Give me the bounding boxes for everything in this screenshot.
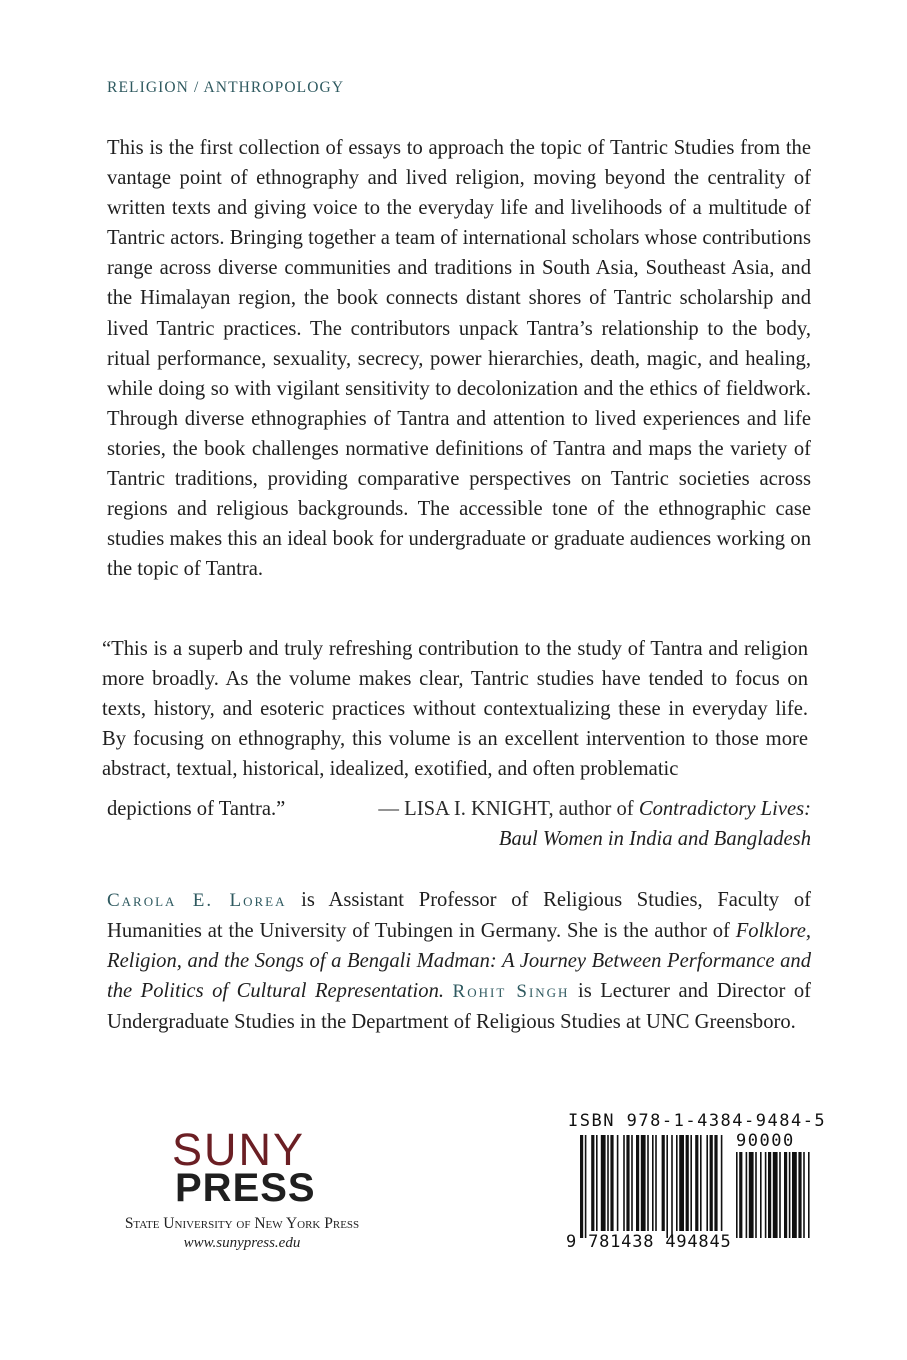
attribution-book-title-2: Baul Women in India and Bangladesh bbox=[498, 828, 811, 851]
barcode-bar bbox=[666, 1135, 668, 1238]
barcode-bar bbox=[610, 1135, 613, 1231]
barcode-bar bbox=[721, 1135, 723, 1231]
barcode-bar bbox=[695, 1135, 698, 1231]
price-addon-code: 90000 bbox=[736, 1131, 795, 1151]
isbn-label: ISBN 978-1-4384-9484-5 bbox=[568, 1111, 827, 1131]
author2-bio: is Lecturer and Director of Undergraduate Studies in the Department of Religious Studies at UNC Greensboro. bbox=[107, 980, 811, 1034]
barcode-bar bbox=[671, 1135, 673, 1238]
barcode-bar bbox=[655, 1135, 657, 1231]
barcode-bar bbox=[647, 1135, 649, 1231]
suny-logo-top: SUNY bbox=[172, 1124, 306, 1175]
publisher-name: State University of New York Press bbox=[124, 1215, 360, 1232]
author1-name: Carola E. Lorea bbox=[107, 890, 287, 911]
barcode-bar bbox=[617, 1135, 619, 1231]
barcode-bar bbox=[700, 1135, 702, 1231]
addon-bar bbox=[779, 1152, 781, 1238]
addon-bar bbox=[784, 1152, 787, 1238]
addon-bar bbox=[755, 1152, 757, 1238]
category-label: RELIGION / ANTHROPOLOGY bbox=[107, 79, 345, 96]
barcode-bar bbox=[679, 1135, 684, 1231]
barcode-bar bbox=[636, 1135, 639, 1231]
author1-bio: is Assistant Professor of Religious Studies, Faculty of Humanities at the University of Tubingen in Germany. She is the author of bbox=[107, 889, 811, 943]
barcode-bar bbox=[596, 1135, 598, 1231]
barcode-bar bbox=[676, 1135, 678, 1231]
barcode-bar bbox=[580, 1135, 583, 1238]
barcode-bar bbox=[714, 1135, 717, 1231]
addon-bar bbox=[792, 1152, 797, 1238]
addon-bar bbox=[789, 1152, 791, 1238]
addon-bar bbox=[808, 1152, 810, 1238]
ean-digits: 9 781438 494845 bbox=[566, 1232, 732, 1252]
barcode-bar bbox=[631, 1135, 633, 1231]
addon-bar bbox=[803, 1152, 805, 1238]
barcode-bar bbox=[662, 1135, 665, 1231]
barcode-bar bbox=[706, 1135, 708, 1231]
publisher-url: www.sunypress.edu bbox=[183, 1235, 301, 1251]
barcode-bar bbox=[591, 1135, 594, 1231]
barcode-bar bbox=[623, 1135, 625, 1231]
author2-name: Rohit Singh bbox=[452, 981, 570, 1003]
addon-bar bbox=[760, 1152, 762, 1238]
addon-bar bbox=[765, 1152, 767, 1238]
addon-bar bbox=[773, 1152, 778, 1238]
barcode-bar bbox=[601, 1135, 606, 1231]
attribution-author: — LISA I. KNIGHT, author of bbox=[378, 798, 639, 820]
addon-bar bbox=[749, 1152, 754, 1238]
addon-bar bbox=[798, 1152, 801, 1238]
suny-logo-bottom: PRESS bbox=[175, 1166, 316, 1210]
barcode-bar bbox=[686, 1135, 689, 1231]
barcode-bar bbox=[626, 1135, 629, 1231]
barcode-bar bbox=[641, 1135, 646, 1231]
quote-text-end: depictions of Tantra.” bbox=[107, 798, 286, 820]
barcode-bar bbox=[585, 1135, 587, 1238]
barcode-bar bbox=[710, 1135, 713, 1231]
addon-bar bbox=[746, 1152, 748, 1238]
author1-book: Folklore, Religion, and the Songs of a Bengali Madman: A Journey Between Performance and the Politics of Cultural Representation. bbox=[107, 920, 811, 1003]
addon-bar bbox=[768, 1152, 771, 1238]
barcode-bar bbox=[652, 1135, 654, 1231]
addon-bar bbox=[736, 1152, 738, 1238]
addon-bar bbox=[739, 1152, 742, 1238]
attribution-book-title-1: Contradictory Lives: bbox=[638, 798, 811, 820]
barcode-bar bbox=[607, 1135, 609, 1231]
barcode-bar bbox=[690, 1135, 692, 1231]
book-description: This is the first collection of essays to approach the topic of Tantric Studies from the vantage point of ethnography and lived religion, moving beyond the centrality of written texts and giving voice to the everyday life and livelihoods of a multitude of Tantric actors. Bringing together a team of international scholars whose contributions range across diverse communities and traditions in South Asia, Southeast Asia, and the Himalayan region, the book connects distant shores of Tantric scholarship and lived Tantric practices. The contributors unpack Tantra’s relationship to the body, ritual performance, sexuality, secrecy, power hierarchies, death, magic, and healing, while doing so with vigilant sensitivity to decolonization and the ethics of fieldwork. Through diverse ethnographies of Tantra and attention to lived experiences and life stories, the book challenges normative definitions of Tantra and maps the variety of Tantric traditions, providing comparative perspectives on Tantric societies across regions and religious backgrounds. The accessible tone of the ethnographic case studies makes this an ideal book for undergraduate or graduate audiences working on the topic of Tantra. bbox=[107, 137, 811, 581]
quote-text: “This is a superb and truly refreshing contribution to the study of Tantra and religion more broadly. As the volume makes clear, Tantric studies have tended to focus on texts, history, and esoteric practices without contextualizing these in everyday life. By focusing on ethnography, this volume is an excellent intervention to those more abstract, textual, historical, idealized, exotified, and often problematic bbox=[102, 638, 808, 781]
